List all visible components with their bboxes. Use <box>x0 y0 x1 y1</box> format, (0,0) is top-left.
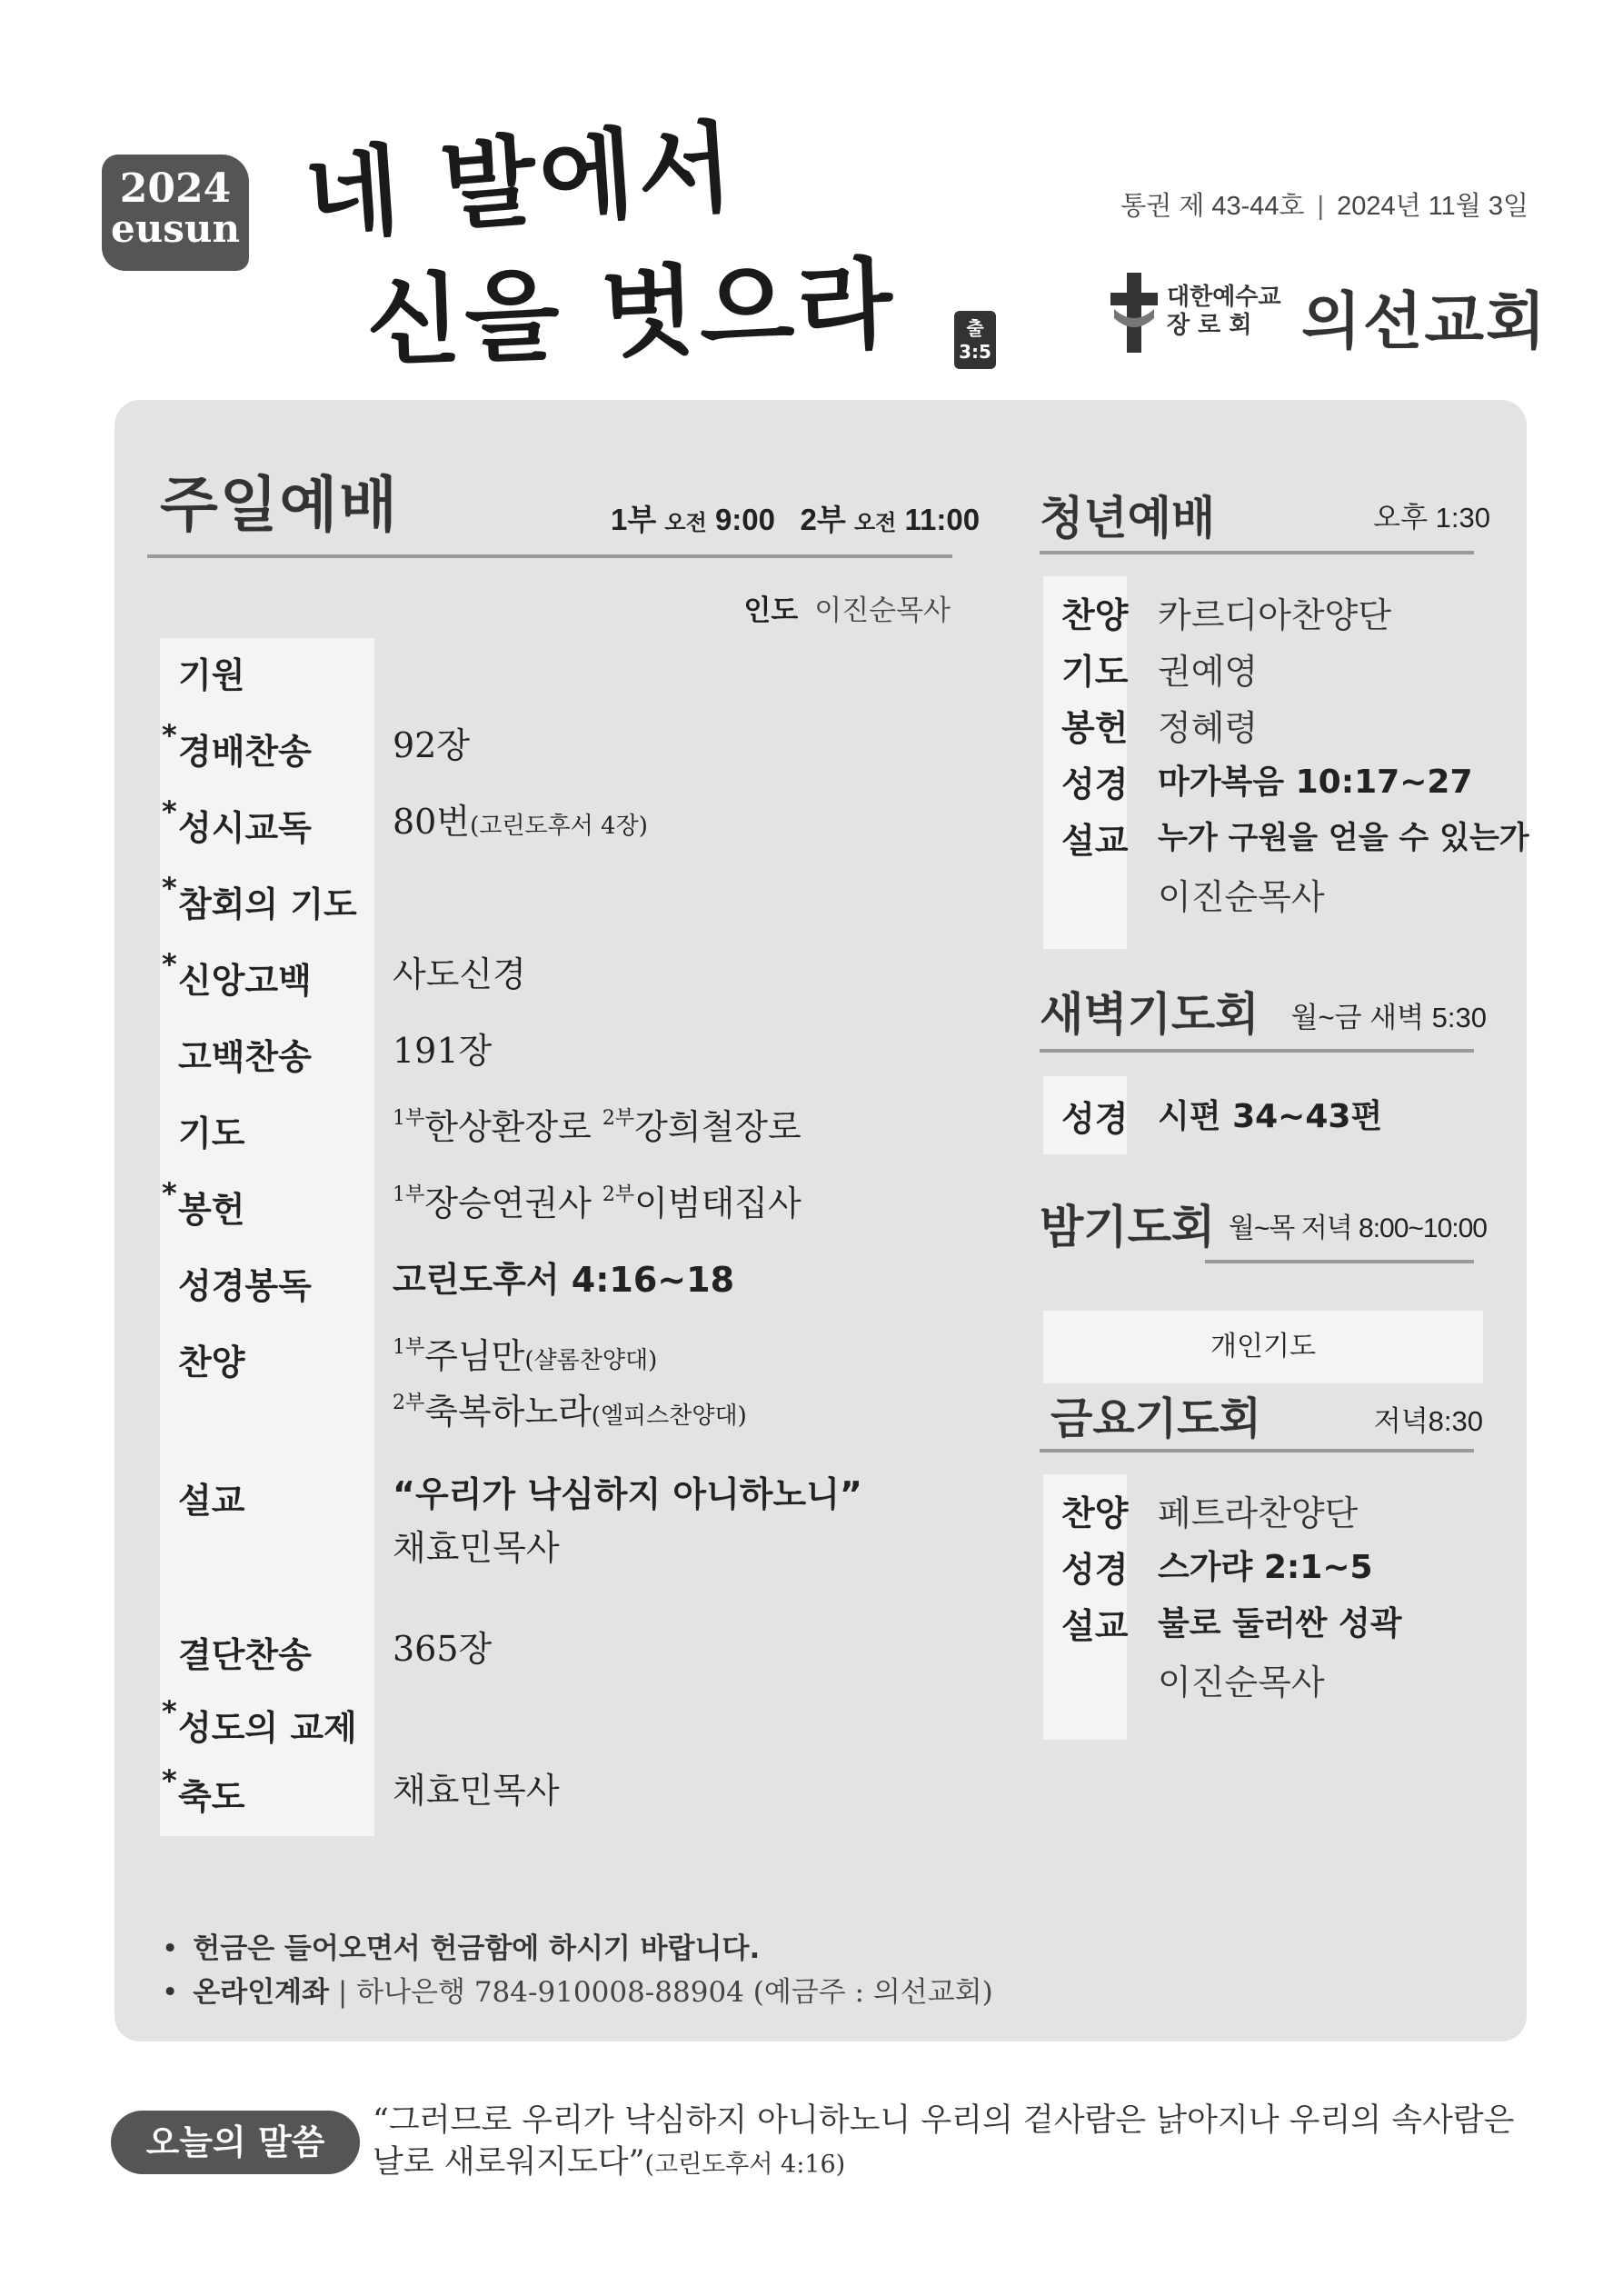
theme-title-line2: 신을 벗으라 <box>363 246 899 380</box>
friday-divider <box>1040 1449 1474 1452</box>
order-value: $^{1부}$주님만(샬롬찬양대) $^{2부}$축복하노라(엘피스찬양대) <box>393 1336 747 1433</box>
dawn-divider <box>1040 1049 1474 1053</box>
order-value: 365장 <box>393 1629 493 1669</box>
order-value: 80번(고린도후서 4장) <box>393 802 648 842</box>
order-value: 채효민목사 <box>393 1771 560 1811</box>
issue-info: 통권 제 43-44호 | 2024년 11월 3일 <box>1120 192 1528 221</box>
friday-time: 저녁8:30 <box>1373 1405 1483 1437</box>
night-time: 월~목 저녁 8:00~10:00 <box>1228 1213 1487 1243</box>
note-account: • 온라인계좌 | 하나은행 784-910008-88904 (예금주 : 의선교회) <box>162 1976 993 2009</box>
today-word-source: (고린도후서 4:16) <box>644 2151 846 2179</box>
sunday-title: 주일예배 <box>160 470 400 540</box>
order-value: 고린도후서 4:16~18 <box>393 1260 735 1300</box>
issue-number: 통권 제 43-44호 <box>1120 192 1305 221</box>
order-value: $^{1부}$한상환장로 $^{2부}$강희철장로 <box>393 1107 802 1147</box>
notes <box>162 1927 993 2014</box>
badge-year: 2024 <box>119 165 232 212</box>
order-value: 92장 <box>393 725 471 765</box>
church-logo <box>1109 271 1581 358</box>
sermon-title: “우리가 낙심하지 아니하노니” <box>393 1474 862 1514</box>
night-divider <box>1205 1260 1474 1263</box>
theme-title-line1: 네 발에서 <box>301 109 741 255</box>
bulletin-panel: 주일예배 1부 오전 9:00 2부 오전 11:00 인도 이진순목사 기원 * 경배찬송 92장 * 성시교독 80번(고린도후서 4장) * 참회의 기도 * 신앙고백 사도신경 고백찬송 191장 기도 $^{1부}$한상환장로 $^{2부}$강희철장로 * 봉헌 $^{1부}$장승연권사 $^{2부}$이범태집사 성경봉독 고린도후서 4:16~18 찬양 $^{1부}$주님만(샬롬찬양대) $^{2부}$축복하노라(엘피스찬양대) 설교 “우리가 낙심하지 아니하노니” 채효민목사 결단찬송 365장 * 성도의 교제 * 축도 채효민목사 • 헌금은 들어오면서 헌금함에 하시기 바랍니다. • 온라인계좌 | 하나은행 784-910008-88904 (예금주 : 의선교회) 청년예배 오후 1:30 찬양 카르디아찬양단 기도 권예영 봉헌 정혜령 성경 마가복음 10:17~27 설교 누가 구원을 얻을 수 있는가 이진순목사 새벽기도회 월~금 새벽 5:30 성경 시편 34~43편 밤기도회 월~목 저녁 8:00~10:00 개인기도 금요기도회 저녁8:30 찬양 페트라찬양단 성경 스가랴 2:1~5 설교 불로 둘러싼 성곽 이진순목사 <box>115 400 1527 2041</box>
church-name: 의선교회 <box>1301 286 1548 358</box>
year-badge <box>102 155 249 271</box>
denomination <box>1167 284 1281 340</box>
dawn-title: 새벽기도회 <box>1040 988 1260 1041</box>
sunday-leader: 인도 이진순목사 <box>743 594 951 627</box>
friday-title: 금요기도회 <box>1050 1393 1261 1444</box>
order-value: 191장 <box>393 1031 493 1071</box>
issue-date: 2024년 11월 3일 <box>1337 192 1528 221</box>
night-title: 밤기도회 <box>1040 1201 1216 1253</box>
sunday-times: 1부 오전 9:00 2부 오전 11:00 <box>611 503 981 536</box>
dawn-time: 월~금 새벽 5:30 <box>1290 1002 1487 1033</box>
denomination-line2: 장 로 회 <box>1167 312 1252 339</box>
night-box: 개인기도 <box>1043 1311 1483 1383</box>
denomination-line1: 대한예수교 <box>1167 284 1281 311</box>
cross-icon <box>1109 273 1160 353</box>
theme-reference: 출 3:5 <box>954 311 996 369</box>
order-value: 사도신경 <box>393 954 526 994</box>
note-offering: • 헌금은 들어오면서 헌금함에 하시기 바랍니다. <box>162 1932 761 1965</box>
sermon-preacher: 채효민목사 <box>393 1528 560 1569</box>
today-word-label: 오늘의 말씀 <box>111 2111 360 2174</box>
youth-title: 청년예배 <box>1040 492 1216 544</box>
today-word-text: “그러므로 우리가 낙심하지 아니하노니 우리의 겉사람은 낡아지나 우리의 속사람은 날로 새로워지도다”(고린도후서 4:16) <box>373 2102 1515 2181</box>
sunday-divider <box>147 554 952 558</box>
order-value <box>393 1472 862 1572</box>
youth-divider <box>1040 551 1474 554</box>
order-value: $^{1부}$장승연권사 $^{2부}$이범태집사 <box>393 1183 802 1223</box>
youth-time: 오후 1:30 <box>1373 502 1490 534</box>
badge-name: eusun <box>111 206 240 251</box>
